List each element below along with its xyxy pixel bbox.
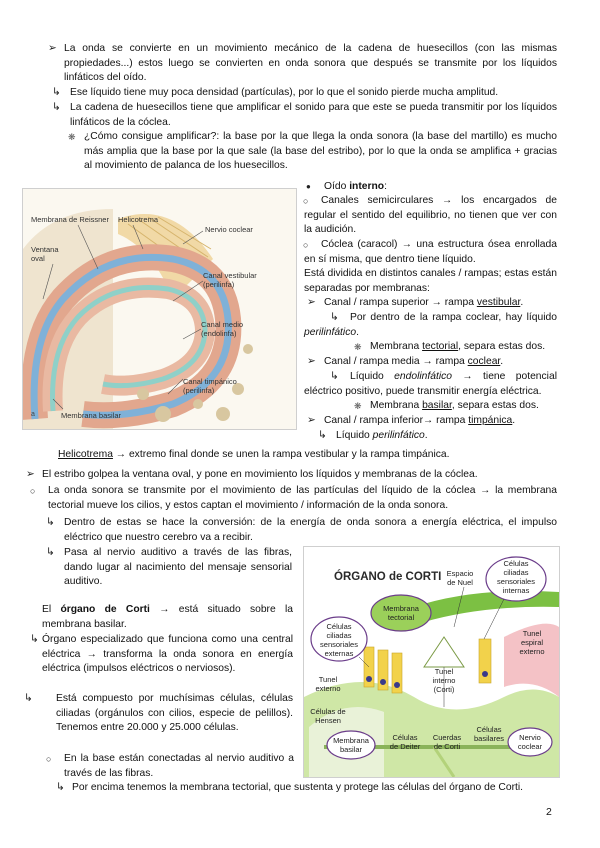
corti-organo-paragraph: Órgano especializado que funciona como una central eléctrica → transforma la onda sonora en energía eléctrica (impulsos eléctricos o nerviosos). — [42, 634, 293, 675]
figure-tag: a — [31, 411, 35, 418]
label-deiter: Células de Deiter — [389, 733, 421, 751]
label-membrana-tectorial: Membrana tectorial — [383, 604, 419, 622]
coclea-paragraph: Cóclea (caracol) → una estructura ósea enrollada en sí misma, que dentro tiene líquido. — [304, 239, 557, 265]
sub-arrow-icon: ↳ — [46, 517, 55, 528]
conversion-paragraph: Dentro de estas se hace la conversión: de la energía de onda sonora a energía eléctrica, el impulso eléctrico que nuestro cerebro va a recibir. — [64, 517, 557, 543]
onda-paragraph: La onda sonora se transmite por el movimiento de las partículas del líquido de la cóclea → la membrana tectorial mueve los cilios, y estos captan el movimiento / información de la onda sonora. — [48, 485, 557, 511]
cochlea-figure — [22, 188, 297, 430]
label-ciliadas-externas: Células ciliadas sensoriales externas — [320, 622, 358, 658]
corti-base-paragraph: En la base están conectadas al nervio auditivo a través de las fibras. — [64, 753, 294, 779]
arrow-bullet-icon: ➢ — [48, 43, 57, 54]
arrow-bullet-icon: ➢ — [26, 469, 35, 480]
label-nervio-coclear: Nervio coclear — [517, 733, 543, 751]
page-number: 2 — [546, 806, 552, 818]
canal-medio-detail: Líquido endolinfático → tiene potencial eléctrico positivo, puede transmitir energía eléctrica. — [304, 371, 557, 397]
label-cuerdas-corti: Cuerdas de Corti — [432, 733, 462, 751]
asterisk-bullet-icon: ❋ — [354, 342, 362, 352]
label-helicotrema: Helicotrema — [118, 215, 159, 224]
intro-paragraph: La onda se convierte en un movimiento mecánico de la cadena de huesecillos (con las mismas propiedades...) estos luego se convierten en onda sonora que después se transmite por los líquidos linfáticos del oído. — [64, 43, 557, 84]
membrana-basilar-line: Membrana basilar, separa estas dos. — [370, 400, 539, 411]
membrana-tectorial-line: Membrana tectorial, separa estas dos. — [370, 341, 546, 352]
label-canal-medio: Canal medio (endolinfa) — [201, 320, 244, 338]
cochlea-illustration — [23, 189, 296, 429]
circle-bullet-icon: ○ — [303, 196, 309, 206]
circle-bullet-icon: ○ — [30, 486, 36, 496]
label-tunel-interno: Tunel interno (Corti) — [432, 667, 456, 694]
arrow-bullet-icon: ➢ — [307, 297, 316, 308]
estribo-paragraph: El estribo golpea la ventana oval, y pone en movimiento los líquidos y membranas de la cóclea. — [42, 469, 478, 480]
amplify-paragraph: La cadena de huesecillos tiene que amplificar el sonido para que este se pueda transmitir por los líquidos linfáticos de la cóclea. — [70, 102, 557, 128]
canal-superior-detail: Por dentro de la rampa coclear, hay líquido perilinfático. — [304, 312, 557, 338]
arrow-bullet-icon: ➢ — [307, 415, 316, 426]
circle-bullet-icon: ○ — [46, 754, 52, 764]
corti-intro: El órgano de Corti → está situado sobre la membrana basilar. — [42, 604, 294, 630]
sub-arrow-icon: ↳ — [52, 87, 61, 98]
corti-encima-paragraph: Por encima tenemos la membrana tectorial, que sustenta y protege las células del órgano de Corti. — [72, 782, 524, 793]
question-paragraph: ¿Cómo consigue amplificar?: la base por la que llega la onda sonora (la base del martillo) es mucho más amplia que la base por la que sale (la base del estribo), por lo que la onda se amplifica + gracias al movimiento de palanca de los huesecillos. — [84, 131, 557, 172]
sub-arrow-icon: ↳ — [330, 312, 339, 323]
label-tunel-externo: Tunel externo — [315, 675, 341, 693]
canal-inferior: Canal / rampa inferior→ rampa timpánica. — [324, 415, 516, 426]
sub-arrow-icon: ↳ — [30, 634, 39, 645]
label-nervio-coclear: Nervio coclear — [205, 225, 253, 234]
sub-arrow-icon: ↳ — [318, 430, 327, 441]
label-tunel-espiral: Tunel espiral externo — [519, 629, 545, 656]
canales-paragraph: Canales semicirculares → los encargados de regular el sentido del equilibrio, no tienen que ver con la audición. — [304, 195, 557, 236]
density-paragraph: Ese líquido tiene muy poca densidad (partículas), por lo que el sonido pierde mucha amplitud. — [70, 87, 499, 98]
asterisk-bullet-icon: ❋ — [68, 132, 76, 142]
label-membrana-basilar: Membrana basilar — [333, 736, 369, 754]
label-basilares: Células basilares — [473, 725, 504, 743]
corti-celulas-paragraph: Está compuesto por muchísimas células, células ciliadas (orgánulos con cilios, especie de pelillos). Tenemos entre 20.000 y 25.000 células. — [56, 693, 293, 734]
label-ventana-oval: Ventana oval — [31, 245, 59, 263]
bullet-dot-icon: ● — [306, 182, 311, 191]
sub-arrow-icon: ↳ — [52, 102, 61, 113]
canal-medio: Canal / rampa media → rampa coclear. — [324, 356, 504, 367]
sub-arrow-icon: ↳ — [24, 693, 33, 704]
asterisk-bullet-icon: ❋ — [354, 401, 362, 411]
corti-figure-title: ÓRGANO de CORTI — [334, 571, 442, 583]
label-membrana-basilar: Membrana basilar — [61, 411, 122, 420]
corti-figure — [303, 546, 560, 778]
helicotrema-line: Helicotrema → extremo final donde se unen la rampa vestibular y la rampa timpánica. — [58, 449, 450, 460]
sub-arrow-icon: ↳ — [330, 371, 339, 382]
circle-bullet-icon: ○ — [303, 240, 309, 250]
canal-superior: Canal / rampa superior → rampa vestibular. — [324, 297, 524, 308]
label-ciliadas-internas: Células ciliadas sensoriales internas — [497, 559, 535, 595]
nervio-paragraph: Pasa al nervio auditivo a través de las fibras, dando lugar al nacimiento del mensaje sensorial auditivo. — [64, 547, 292, 588]
sub-arrow-icon: ↳ — [56, 782, 65, 793]
label-canal-vestibular: Canal vestibular (perilinfa) — [203, 271, 257, 289]
arrow-bullet-icon: ➢ — [307, 356, 316, 367]
division-paragraph: Está dividida en distintos canales / rampas; estas están separadas por membranas: — [304, 268, 557, 294]
label-membrana-reissner: Membrana de Reissner — [31, 215, 109, 224]
inner-ear-title: Oído interno: — [324, 181, 387, 192]
canal-inferior-detail: Líquido perilinfático. — [336, 430, 428, 441]
label-hensen: Células de Hensen — [310, 707, 346, 725]
label-canal-timpanico: Canal timpánico (perilinfa) — [183, 377, 237, 395]
label-espacio-nuel: Espacio de Nuel — [446, 569, 474, 587]
sub-arrow-icon: ↳ — [46, 547, 55, 558]
